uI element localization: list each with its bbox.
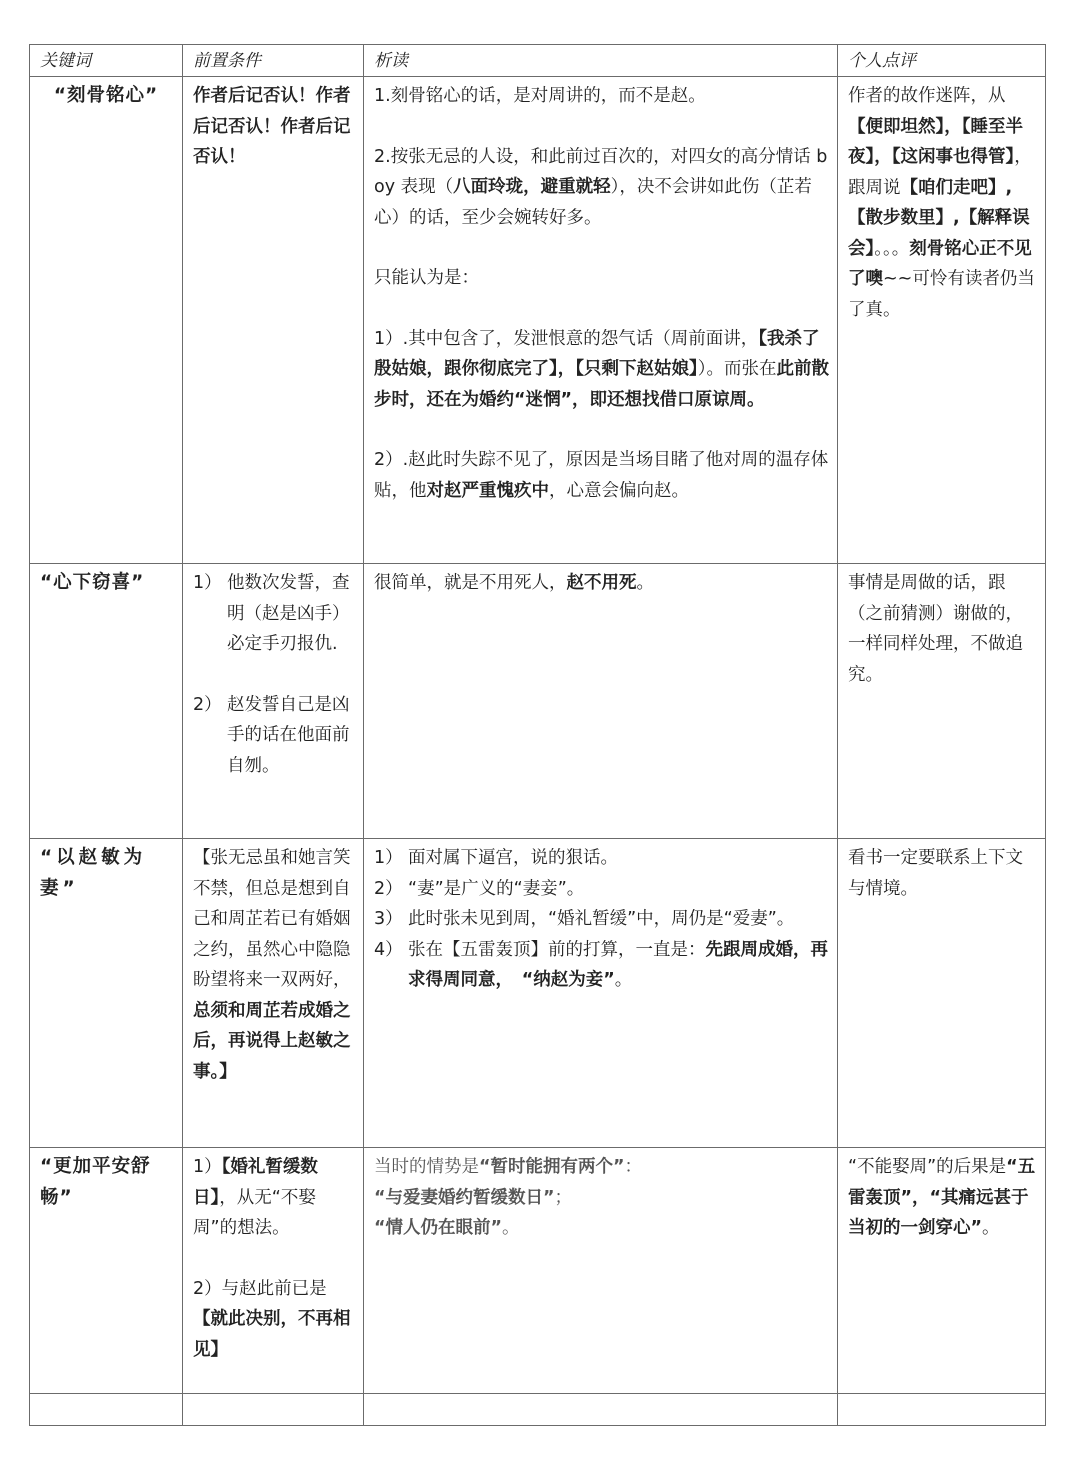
premise-text: 【张无忌虽和她言笑不禁，但总是想到自己和周芷若已有婚姻之约，虽然心中隐隐盼望将来一双两好，总须和周芷若成婚之后，再说得上赵敏之事。】 xyxy=(193,848,351,1082)
analysis-text: “与爱妻婚约暂缓数日”； xyxy=(374,1187,573,1208)
header-analysis: 析读 xyxy=(364,45,838,77)
analysis-text: 很简单，就是不用死人，赵不用死。 xyxy=(374,573,654,593)
keyword-text: “心下窃喜” xyxy=(40,572,145,593)
analysis-paragraph: 1.刻骨铭心的话，是对周讲的，而不是赵。 xyxy=(374,86,706,106)
premise-text: 作者后记否认！作者后记否认！作者后记否认！ xyxy=(193,86,351,167)
table-header-row xyxy=(30,45,1046,77)
keyword-cell xyxy=(30,564,183,839)
analysis-cell xyxy=(364,564,838,839)
list-item: 2） 赵发誓自己是凶手的话在他面前自刎。 xyxy=(193,694,350,776)
keyword-text: “刻骨铭心” xyxy=(53,85,159,106)
comment-cell xyxy=(838,77,1046,564)
header-comment: 个人点评 xyxy=(838,45,1046,77)
keyword-text: “更加平安舒畅” xyxy=(40,1156,151,1208)
list-item: 1） 他数次发誓，查明（赵是凶手）必定手刃报仇. xyxy=(193,573,350,654)
comment-text: 作者的故作迷阵，从【便即坦然】，【睡至半夜】，【这闲事也得管】，跟周说【咱们走吧】,【散步数里】,【解释误会】。。。刻骨铭心正不见了噢~~可怜有读者仍当了真。 xyxy=(848,86,1035,320)
header-keyword: 关键词 xyxy=(30,45,183,77)
analysis-cell xyxy=(364,77,838,564)
comment-cell xyxy=(838,1148,1046,1394)
keyword-cell xyxy=(30,1148,183,1394)
table-row-empty xyxy=(30,1394,1046,1426)
analysis-table xyxy=(29,44,1046,1426)
table-row xyxy=(30,839,1046,1148)
comment-text: “不能娶周”的后果是“五雷轰顶”，“其痛远甚于当初的一剑穿心”。 xyxy=(848,1157,1036,1238)
list-item: 3） 此时张未见到周，“婚礼暂缓”中，周仍是“爱妻”。 xyxy=(374,909,795,929)
analysis-paragraph: 1）.其中包含了，发泄恨意的怨气话（周前面讲，【我杀了殷姑娘，跟你彻底完了】，【只剩下赵姑娘】）。而张在此前散步时，还在为婚约“迷惘”，即还想找借口原谅周。 xyxy=(374,328,829,410)
keyword-text: “以赵敏为妻” xyxy=(40,847,147,899)
analysis-text: 当时的情势是“暂时能拥有两个”： xyxy=(374,1157,643,1177)
comment-cell xyxy=(838,564,1046,839)
analysis-paragraph: 2）.赵此时失踪不见了，原因是当场目睹了他对周的温存体贴，他对赵严重愧疚中，心意会偏向赵。 xyxy=(374,450,829,501)
analysis-cell xyxy=(364,1148,838,1394)
list-item: 4） 张在【五雷轰顶】前的打算，一直是：先跟周成婚，再求得周同意， “纳赵为妾”。 xyxy=(374,939,828,990)
premise-paragraph: 2）与赵此前已是【就此决别，不再相见】 xyxy=(193,1278,351,1360)
premise-paragraph: 1）【婚礼暂缓数日】，从无“不娶周”的想法。 xyxy=(193,1157,318,1238)
comment-text: 事情是周做的话，跟（之前猜测）谢做的，一样同样处理，不做追究。 xyxy=(848,573,1023,685)
header-premise: 前置条件 xyxy=(183,45,364,77)
empty-cell xyxy=(364,1394,838,1426)
comment-cell xyxy=(838,839,1046,1148)
empty-cell xyxy=(30,1394,183,1426)
list-item: 1） 面对属下逼宫，说的狠话。 xyxy=(374,848,618,868)
premise-cell xyxy=(183,77,364,564)
keyword-cell xyxy=(30,839,183,1148)
keyword-cell xyxy=(30,77,183,564)
analysis-paragraph: 只能认为是： xyxy=(374,268,479,288)
analysis-text: “情人仍在眼前”。 xyxy=(374,1218,520,1238)
premise-cell xyxy=(183,1148,364,1394)
analysis-paragraph: 2.按张无忌的人设，和此前过百次的，对四女的高分情话 boy 表现（八面玲珑，避重就轻），决不会讲如此伤（芷若心）的话，至少会婉转好多。 xyxy=(374,146,828,228)
premise-cell xyxy=(183,564,364,839)
analysis-cell xyxy=(364,839,838,1148)
premise-cell xyxy=(183,839,364,1148)
empty-cell xyxy=(838,1394,1046,1426)
empty-cell xyxy=(183,1394,364,1426)
list-item: 2） “妻”是广义的“妻妾”。 xyxy=(374,878,585,899)
table-row xyxy=(30,564,1046,839)
table-row xyxy=(30,1148,1046,1394)
table-row xyxy=(30,77,1046,564)
comment-text: 看书一定要联系上下文与情境。 xyxy=(848,848,1023,899)
